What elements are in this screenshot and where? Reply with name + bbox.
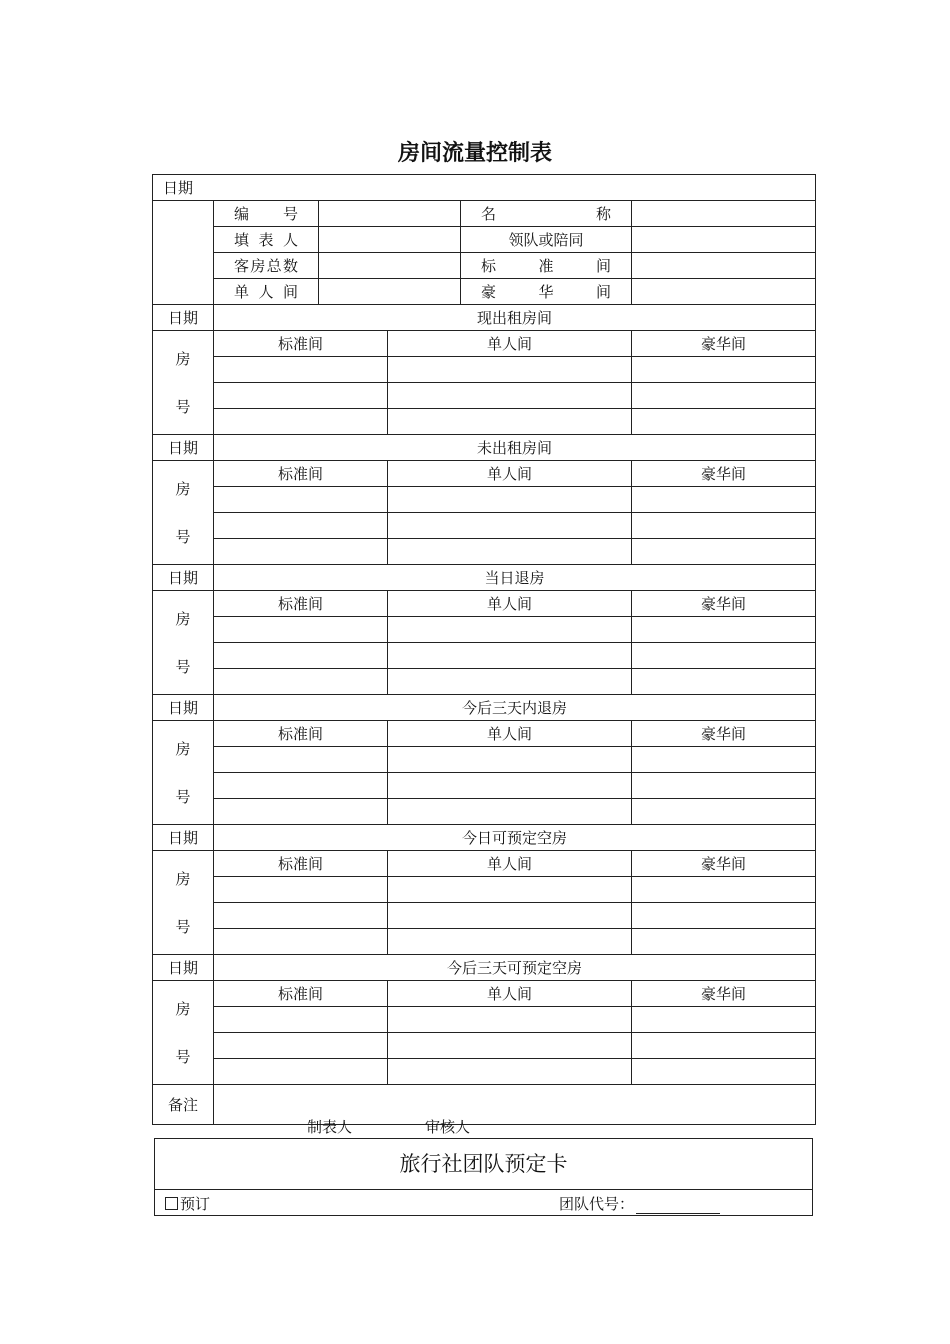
standard-room-cell[interactable] <box>214 409 388 435</box>
standard-room-cell[interactable] <box>214 1059 388 1085</box>
single-room-cell[interactable] <box>388 513 632 539</box>
section-date-label: 日期 <box>153 435 214 461</box>
total-rooms-value[interactable] <box>319 253 461 279</box>
deluxe-room-cell[interactable] <box>632 929 816 955</box>
deluxe-room-cell[interactable] <box>632 513 816 539</box>
room-number-label <box>153 461 214 565</box>
deluxe-room-cell[interactable] <box>632 487 816 513</box>
standard-room-cell[interactable] <box>214 929 388 955</box>
section-title: 今日可预定空房 <box>214 825 816 851</box>
name-label: 名 称 <box>461 201 632 227</box>
single-room-cell[interactable] <box>388 903 632 929</box>
standard-room-cell[interactable] <box>214 877 388 903</box>
room-number-label <box>153 721 214 825</box>
room-number-label <box>153 591 214 695</box>
standard-room-header: 标准间 <box>214 851 388 877</box>
single-room-cell[interactable] <box>388 357 632 383</box>
single-value[interactable] <box>319 279 461 305</box>
single-room-cell[interactable] <box>388 539 632 565</box>
deluxe-label: 豪 华 间 <box>461 279 632 305</box>
standard-room-cell[interactable] <box>214 617 388 643</box>
room-label-top: 房 <box>175 739 191 758</box>
single-room-header: 单人间 <box>388 981 632 1007</box>
deluxe-room-cell[interactable] <box>632 643 816 669</box>
deluxe-room-cell[interactable] <box>632 903 816 929</box>
room-number-label <box>153 851 214 955</box>
deluxe-room-cell[interactable] <box>632 617 816 643</box>
room-label-bottom: 号 <box>175 527 191 546</box>
single-label: 单 人 间 <box>214 279 319 305</box>
section-title: 当日退房 <box>214 565 816 591</box>
deluxe-room-header: 豪华间 <box>632 981 816 1007</box>
deluxe-room-cell[interactable] <box>632 1033 816 1059</box>
single-room-cell[interactable] <box>388 643 632 669</box>
room-label-top: 房 <box>175 609 191 628</box>
team-code-field[interactable] <box>636 1199 720 1214</box>
room-label-top: 房 <box>175 349 191 368</box>
single-room-cell[interactable] <box>388 1033 632 1059</box>
room-label-top: 房 <box>175 869 191 888</box>
standard-room-header: 标准间 <box>214 981 388 1007</box>
single-room-cell[interactable] <box>388 409 632 435</box>
room-label-bottom: 号 <box>175 397 191 416</box>
team-booking-card <box>154 1138 813 1216</box>
deluxe-room-cell[interactable] <box>632 773 816 799</box>
maker-label: 制表人 <box>307 1118 353 1136</box>
single-room-cell[interactable] <box>388 669 632 695</box>
standard-room-cell[interactable] <box>214 903 388 929</box>
standard-room-cell[interactable] <box>214 513 388 539</box>
standard-room-cell[interactable] <box>214 773 388 799</box>
date-cell[interactable]: 日期 <box>153 175 816 201</box>
deluxe-room-header: 豪华间 <box>632 461 816 487</box>
room-flow-table <box>152 174 816 1125</box>
number-value[interactable] <box>319 201 461 227</box>
single-room-cell[interactable] <box>388 383 632 409</box>
deluxe-room-header: 豪华间 <box>632 851 816 877</box>
deluxe-room-cell[interactable] <box>632 409 816 435</box>
room-label-top: 房 <box>175 479 191 498</box>
standard-room-cell[interactable] <box>214 799 388 825</box>
single-room-cell[interactable] <box>388 799 632 825</box>
name-value[interactable] <box>632 201 816 227</box>
standard-room-cell[interactable] <box>214 539 388 565</box>
standard-room-cell[interactable] <box>214 357 388 383</box>
single-room-cell[interactable] <box>388 747 632 773</box>
room-label-bottom: 号 <box>175 787 191 806</box>
standard-room-cell[interactable] <box>214 669 388 695</box>
remarks-cell[interactable] <box>214 1085 816 1125</box>
section-title: 未出租房间 <box>214 435 816 461</box>
page-title: 房间流量控制表 <box>397 141 552 166</box>
deluxe-room-cell[interactable] <box>632 1007 816 1033</box>
single-room-cell[interactable] <box>388 1007 632 1033</box>
room-number-label <box>153 981 214 1085</box>
single-room-cell[interactable] <box>388 929 632 955</box>
info-blank-cell <box>153 201 214 305</box>
single-room-header: 单人间 <box>388 721 632 747</box>
section-date-label: 日期 <box>153 955 214 981</box>
single-room-cell[interactable] <box>388 773 632 799</box>
section-title: 今后三天可预定空房 <box>214 955 816 981</box>
deluxe-room-cell[interactable] <box>632 383 816 409</box>
filler-label: 填 表 人 <box>214 227 319 253</box>
section-date-label: 日期 <box>153 305 214 331</box>
single-room-header: 单人间 <box>388 851 632 877</box>
section-date-label: 日期 <box>153 565 214 591</box>
leader-label: 领队或陪同 <box>461 227 632 253</box>
leader-value[interactable] <box>632 227 816 253</box>
standard-label: 标 准 间 <box>461 253 632 279</box>
standard-room-cell[interactable] <box>214 747 388 773</box>
standard-room-cell[interactable] <box>214 383 388 409</box>
deluxe-room-header: 豪华间 <box>632 721 816 747</box>
single-room-header: 单人间 <box>388 591 632 617</box>
single-room-cell[interactable] <box>388 877 632 903</box>
deluxe-value[interactable] <box>632 279 816 305</box>
reviewer-label: 审核人 <box>425 1118 471 1136</box>
single-room-header: 单人间 <box>388 331 632 357</box>
filler-value[interactable] <box>319 227 461 253</box>
deluxe-room-header: 豪华间 <box>632 591 816 617</box>
standard-room-cell[interactable] <box>214 1033 388 1059</box>
single-room-cell[interactable] <box>388 1059 632 1085</box>
room-label-bottom: 号 <box>175 657 191 676</box>
deluxe-room-cell[interactable] <box>632 357 816 383</box>
standard-room-cell[interactable] <box>214 487 388 513</box>
room-number-label <box>153 331 214 435</box>
number-label: 编 号 <box>214 201 319 227</box>
room-label-top: 房 <box>175 999 191 1018</box>
booking-label: 预订 <box>180 1195 211 1213</box>
booking-checkbox[interactable] <box>165 1197 178 1210</box>
standard-room-header: 标准间 <box>214 461 388 487</box>
standard-room-header: 标准间 <box>214 591 388 617</box>
single-room-cell[interactable] <box>388 617 632 643</box>
standard-room-header: 标准间 <box>214 721 388 747</box>
deluxe-room-cell[interactable] <box>632 747 816 773</box>
room-label-bottom: 号 <box>175 1047 191 1066</box>
standard-room-cell[interactable] <box>214 643 388 669</box>
standard-room-header: 标准间 <box>214 331 388 357</box>
deluxe-room-cell[interactable] <box>632 1059 816 1085</box>
deluxe-room-cell[interactable] <box>632 877 816 903</box>
section-title: 今后三天内退房 <box>214 695 816 721</box>
single-room-cell[interactable] <box>388 487 632 513</box>
deluxe-room-header: 豪华间 <box>632 331 816 357</box>
card-title: 旅行社团队预定卡 <box>155 1139 812 1190</box>
standard-value[interactable] <box>632 253 816 279</box>
section-date-label: 日期 <box>153 695 214 721</box>
deluxe-room-cell[interactable] <box>632 539 816 565</box>
team-code-label: 团队代号： <box>559 1195 635 1213</box>
total-rooms-label: 客房总数 <box>214 253 319 279</box>
room-label-bottom: 号 <box>175 917 191 936</box>
deluxe-room-cell[interactable] <box>632 799 816 825</box>
section-title: 现出租房间 <box>214 305 816 331</box>
standard-room-cell[interactable] <box>214 1007 388 1033</box>
deluxe-room-cell[interactable] <box>632 669 816 695</box>
section-date-label: 日期 <box>153 825 214 851</box>
remarks-label: 备注 <box>153 1085 214 1125</box>
single-room-header: 单人间 <box>388 461 632 487</box>
